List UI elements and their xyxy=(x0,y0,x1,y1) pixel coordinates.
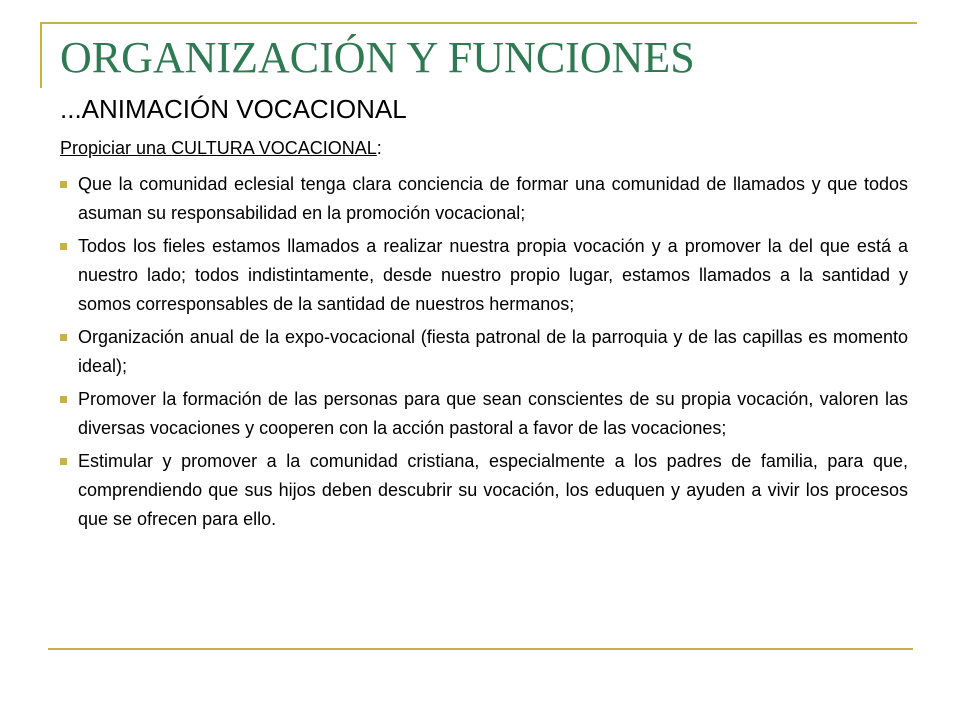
list-item xyxy=(60,385,908,443)
list-item xyxy=(60,170,908,228)
intro-underlined: CULTURA VOCACIONAL xyxy=(171,138,377,158)
intro-suffix: : xyxy=(376,138,382,158)
list-item-text: Estimular y promover a la comunidad cristiana, especialmente a los padres de familia, para que, comprendiendo que sus hijos deben descubrir su vocación, los eduquen y ayuden a vivir los procesos que se ofrecen para ello. xyxy=(78,451,908,529)
slide-title: ORGANIZACIÓN Y FUNCIONES xyxy=(60,33,695,82)
square-bullet-icon xyxy=(60,458,67,465)
list-item-text: Que la comunidad eclesial tenga clara conciencia de formar una comunidad de llamados y que todos asuman su responsabilidad en la promoción vocacional; xyxy=(78,174,908,223)
list-item-text: Promover la formación de las personas para que sean conscientes de su propia vocación, valoren las diversas vocaciones y cooperen con la acción pastoral a favor de las vocaciones; xyxy=(78,389,908,438)
intro-prefix: Propiciar una xyxy=(60,138,172,158)
intro-line xyxy=(60,136,382,160)
bottom-divider xyxy=(48,648,913,650)
square-bullet-icon xyxy=(60,181,67,188)
left-divider xyxy=(40,22,42,88)
slide-subtitle: ...ANIMACIÓN VOCACIONAL xyxy=(60,94,407,124)
bullet-list xyxy=(60,170,908,538)
square-bullet-icon xyxy=(60,243,67,250)
top-divider xyxy=(40,22,917,24)
list-item xyxy=(60,447,908,534)
list-item xyxy=(60,232,908,319)
list-item xyxy=(60,323,908,381)
list-item-text: Todos los fieles estamos llamados a realizar nuestra propia vocación y a promover la del que está a nuestro lado; todos indistintamente, desde nuestro propio lugar, estamos llamados a la santidad y somos corresponsables de la santidad de nuestros hermanos; xyxy=(78,236,908,314)
square-bullet-icon xyxy=(60,334,67,341)
list-item-text: Organización anual de la expo-vocacional (fiesta patronal de la parroquia y de las capillas es momento ideal); xyxy=(78,327,908,376)
square-bullet-icon xyxy=(60,396,67,403)
